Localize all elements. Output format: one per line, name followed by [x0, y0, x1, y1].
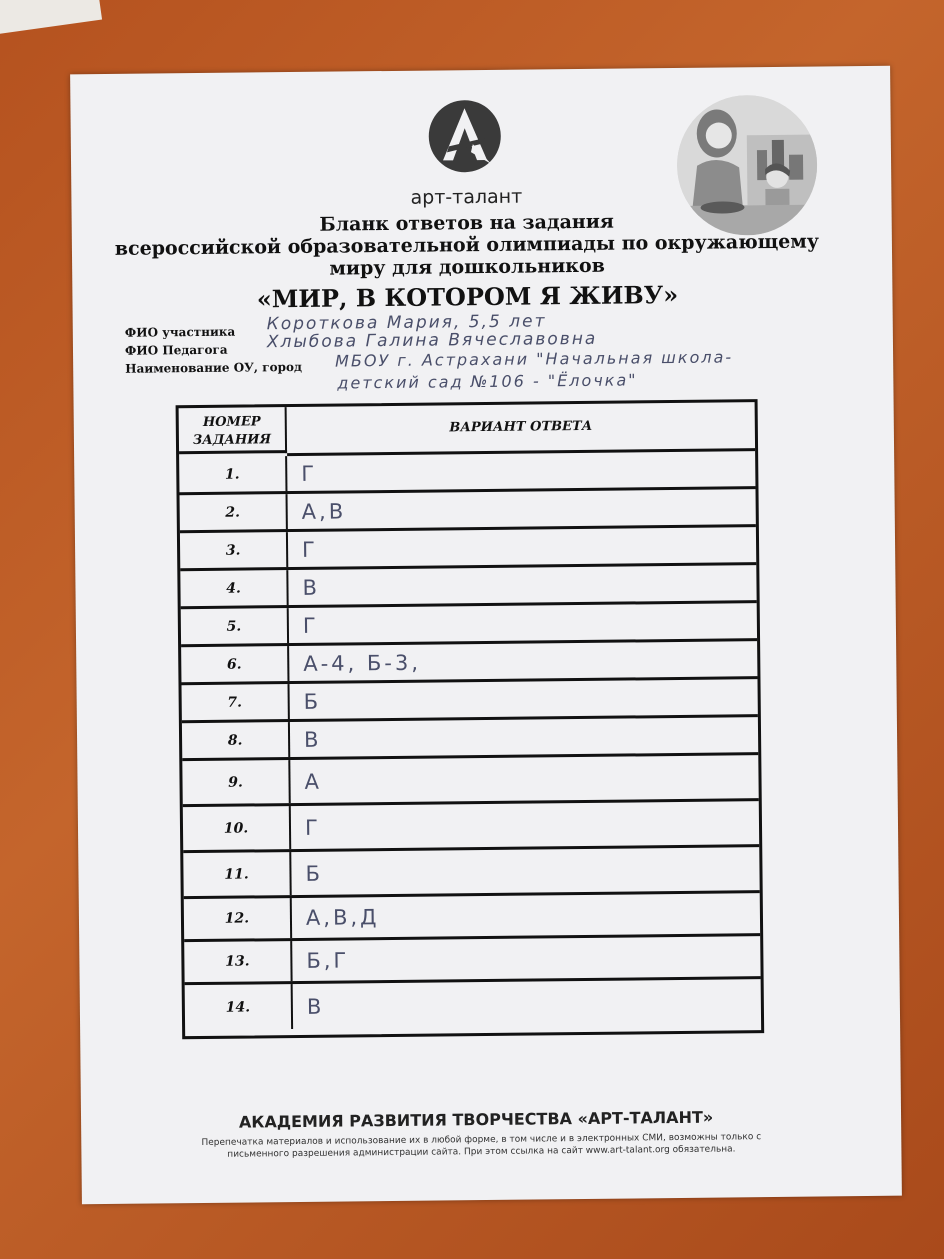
- footer-copyright-note: [161, 1131, 801, 1162]
- art-talant-logo-icon: [426, 98, 503, 175]
- school-value-line1: МБОУ г. Астрахани "Начальная школа-: [335, 347, 734, 371]
- answer-cell: Г: [304, 815, 321, 840]
- task-number: 4.: [180, 570, 288, 606]
- answer-sheet: [70, 66, 902, 1205]
- school-value-line2: детский сад №106 - "Ёлочка": [337, 370, 638, 393]
- column-header-number: НОМЕР ЗАДАНИЯ: [179, 407, 287, 454]
- background-paper-scrap: [0, 0, 102, 36]
- task-number: 14.: [185, 984, 293, 1030]
- school-label: Наименование ОУ, город: [125, 359, 303, 376]
- task-number: 8.: [182, 722, 290, 758]
- answer-cell: В: [302, 575, 321, 600]
- table-row: [182, 717, 758, 761]
- form-heading-line3: миру для дошкольников: [329, 254, 605, 280]
- task-number: 1.: [179, 456, 287, 492]
- table-row: [181, 603, 757, 647]
- answer-cell: Г: [302, 613, 319, 638]
- answer-table: [176, 399, 765, 1039]
- form-heading-line1: Бланк ответов на задания: [319, 210, 615, 236]
- brand-name: арт-талант: [410, 185, 523, 209]
- footer-title: АКАДЕМИЯ РАЗВИТИЯ ТВОРЧЕСТВА «АРТ-ТАЛАНТ»: [238, 1107, 714, 1132]
- task-number: 3.: [180, 532, 288, 568]
- column-header-answer: ВАРИАНТ ОТВЕТА: [287, 402, 755, 456]
- answer-cell: А,В,Д: [305, 905, 380, 930]
- participant-label: ФИО участника: [124, 324, 236, 340]
- participant-value: Короткова Мария, 5,5 лет: [266, 311, 547, 335]
- answer-cell: Б: [303, 689, 322, 714]
- table-row: [184, 893, 760, 942]
- footer-note-line1: Перепечатка материалов и использование их в любой форме, в том числе и в электронных СМИ, возможны только с: [201, 1132, 762, 1149]
- table-row: [183, 847, 759, 899]
- form-heading-line2: всероссийской образовательной олимпиады по окружающему: [114, 230, 820, 260]
- task-number: 12.: [184, 898, 292, 939]
- task-number: 7.: [182, 684, 290, 720]
- table-row: [182, 755, 758, 807]
- answer-cell: В: [306, 994, 325, 1019]
- table-row: [182, 679, 758, 723]
- answer-cell: В: [303, 727, 322, 752]
- task-number: 6.: [181, 646, 289, 682]
- table-row: [180, 527, 756, 571]
- table-row: [181, 641, 757, 685]
- task-number: 10.: [183, 806, 291, 850]
- table-row: [183, 801, 759, 853]
- task-number: 13.: [184, 941, 292, 982]
- teacher-label: ФИО Педагога: [124, 342, 228, 358]
- table-row: [185, 979, 761, 1030]
- task-number: 5.: [181, 608, 289, 644]
- answer-cell: Б: [305, 861, 324, 886]
- answer-cell: А-4, Б-3,: [303, 650, 422, 676]
- answer-cell: Б,Г: [306, 948, 350, 973]
- footer-note-line2: письменного разрешения администрации сайта. При этом ссылка на сайт www.art-talant.org обязательна.: [227, 1144, 736, 1160]
- answer-cell: А,В: [301, 498, 347, 524]
- olympiad-title: «МИР, В КОТОРОМ Я ЖИВУ»: [256, 279, 679, 314]
- table-row: [184, 936, 760, 985]
- answer-cell: Г: [301, 537, 319, 562]
- answer-cell: Г: [301, 461, 318, 486]
- table-row: [180, 489, 756, 533]
- table-row: [180, 565, 756, 609]
- teacher-value: Хлыбова Галина Вячеславовна: [266, 328, 598, 353]
- task-number: 2.: [180, 494, 288, 530]
- task-number: 11.: [183, 852, 291, 896]
- table-row: [179, 451, 755, 495]
- task-number: 9.: [182, 760, 290, 804]
- answer-cell: А: [304, 769, 323, 794]
